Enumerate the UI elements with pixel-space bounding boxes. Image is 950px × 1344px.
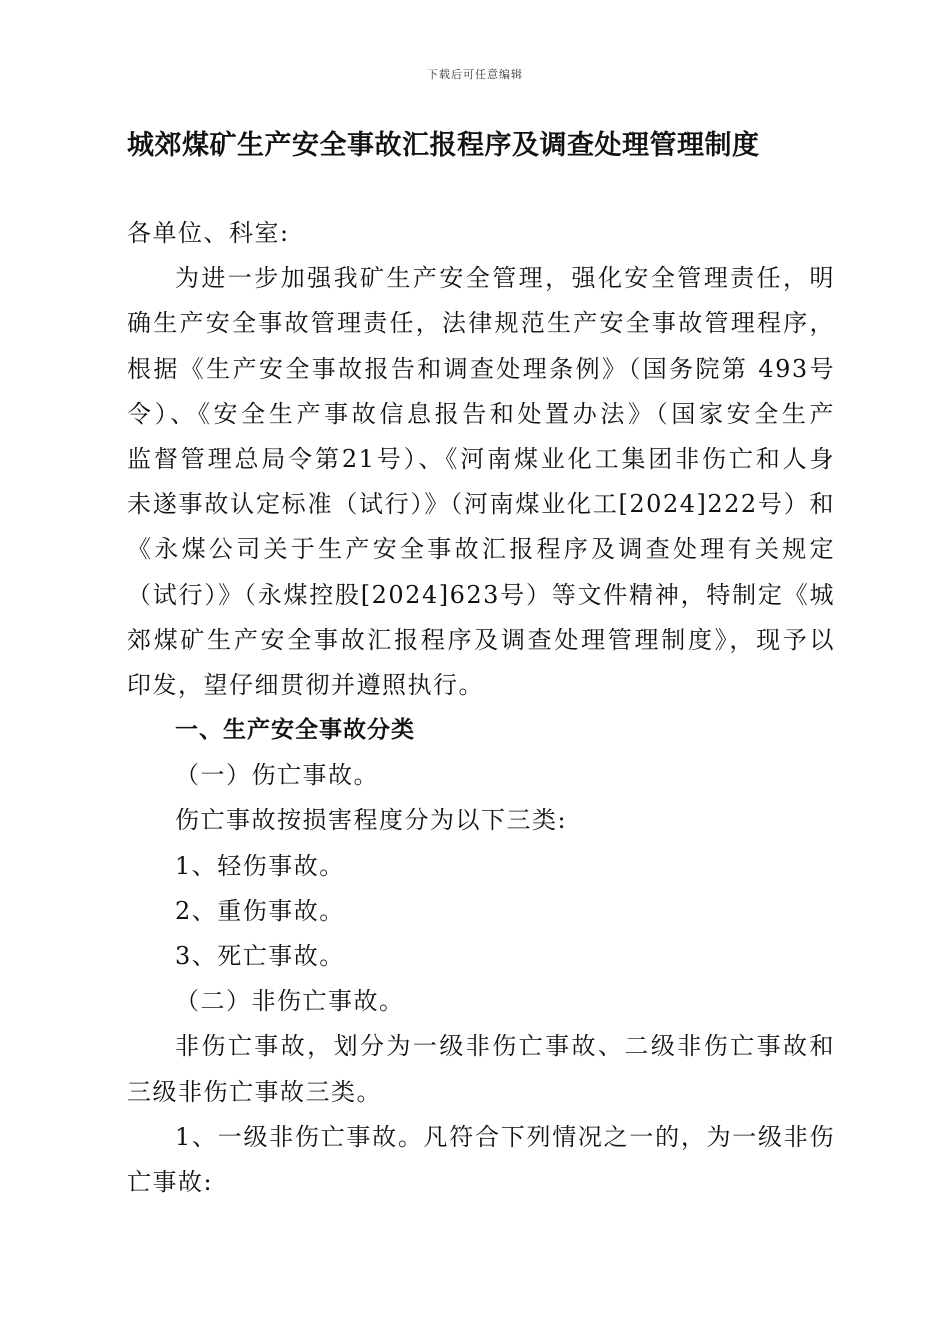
paragraph-line: 1、一级非伤亡事故。凡符合下列情况之一的，为一级非伤 — [175, 1122, 835, 1151]
paragraph-line: 郊煤矿生产安全事故汇报程序及调查处理管理制度》，现予以 — [127, 625, 835, 654]
list-item: 2、重伤事故。 — [175, 896, 345, 925]
paragraph-line: 令）、《安全生产事故信息报告和处置办法》（国家安全生产 — [127, 399, 835, 428]
paragraph-line: 未遂事故认定标准（试行）》（河南煤业化工[2024]222号）和 — [127, 490, 835, 519]
salutation: 各单位、科室: — [127, 219, 290, 247]
list-item: 1、轻伤事故。 — [175, 851, 345, 880]
paragraph-line: 监督管理总局令第21号）、《河南煤业化工集团非伤亡和人身 — [127, 444, 835, 473]
subsection-title: （二）非伤亡事故。 — [175, 987, 405, 1016]
subsection-title: （一）伤亡事故。 — [175, 761, 379, 790]
document-title: 城郊煤矿生产安全事故汇报程序及调查处理管理制度 — [127, 130, 760, 161]
paragraph-line: 为进一步加强我矿生产安全管理，强化安全管理责任，明 — [175, 264, 835, 293]
document-body — [127, 211, 835, 1205]
paragraph-line: 《永煤公司关于生产安全事故汇报程序及调查处理有关规定 — [127, 535, 835, 564]
paragraph-line: 三级非伤亡事故三类。 — [127, 1077, 382, 1106]
paragraph-line: 非伤亡事故，划分为一级非伤亡事故、二级非伤亡事故和 — [175, 1032, 835, 1061]
list-item: 3、死亡事故。 — [175, 942, 345, 970]
paragraph-line: 亡事故: — [127, 1167, 214, 1196]
paragraph-line: 确生产安全事故管理责任，法律规范生产安全事故管理程序， — [127, 309, 835, 338]
paragraph-line: 印发，望仔细贯彻并遵照执行。 — [127, 670, 484, 699]
header-note: 下载后可任意编辑 — [427, 68, 523, 81]
paragraph-line: （试行）》（永煤控股[2024]623号）等文件精神，特制定《城 — [127, 580, 835, 609]
paragraph-line: 根据《生产安全事故报告和调查处理条例》（国务院第 493号 — [127, 354, 835, 383]
section-heading: 一、生产安全事故分类 — [175, 717, 415, 744]
paragraph-line: 伤亡事故按损害程度分为以下三类: — [175, 806, 568, 835]
